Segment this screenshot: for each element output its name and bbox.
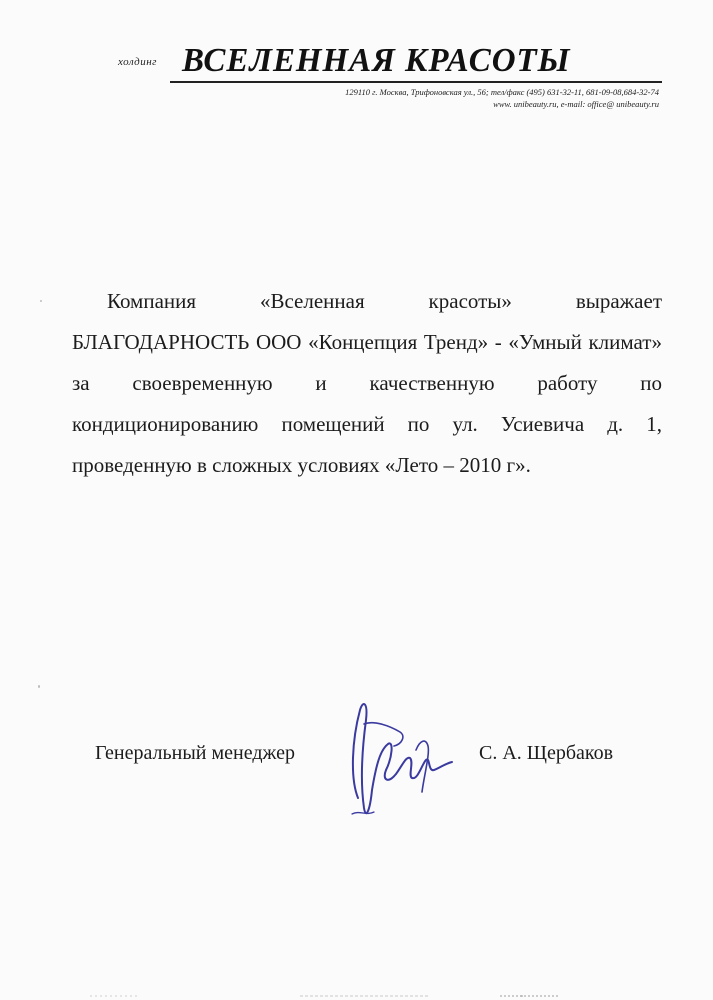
- letterhead-address: 129110 г. Москва, Трифоновская ул., 56; тел/факс (495) 631-32-11, 681-09-08,684-32-74: [345, 87, 659, 97]
- scan-bottom-edge: [0, 992, 713, 1000]
- letterhead-rule: [170, 81, 662, 83]
- signatory-position: Генеральный менеджер: [95, 742, 295, 764]
- letterhead-title: ВСЕЛЕННАЯ КРАСОТЫ: [182, 42, 571, 79]
- scan-speck: [40, 300, 42, 302]
- letterhead-prefix: холдинг: [118, 56, 157, 68]
- signatory-name: С. А. Щербаков: [479, 742, 614, 764]
- scan-speck: [38, 685, 40, 688]
- letter-paragraph: Компания «Вселенная красоты» выражает БЛАГОДАРНОСТЬ ООО «Концепция Тренд» - «Умный климат» за своевременную и качественную работу по кондиционированию помещений по ул. Усиевича д. 1, проведенную в сложных условиях «Лето – 2010 г».: [72, 289, 662, 477]
- letterhead-contacts: www. unibeauty.ru, e-mail: office@ unibeauty.ru: [493, 99, 659, 109]
- letter-body: [72, 281, 662, 486]
- handwritten-signature: [330, 680, 460, 840]
